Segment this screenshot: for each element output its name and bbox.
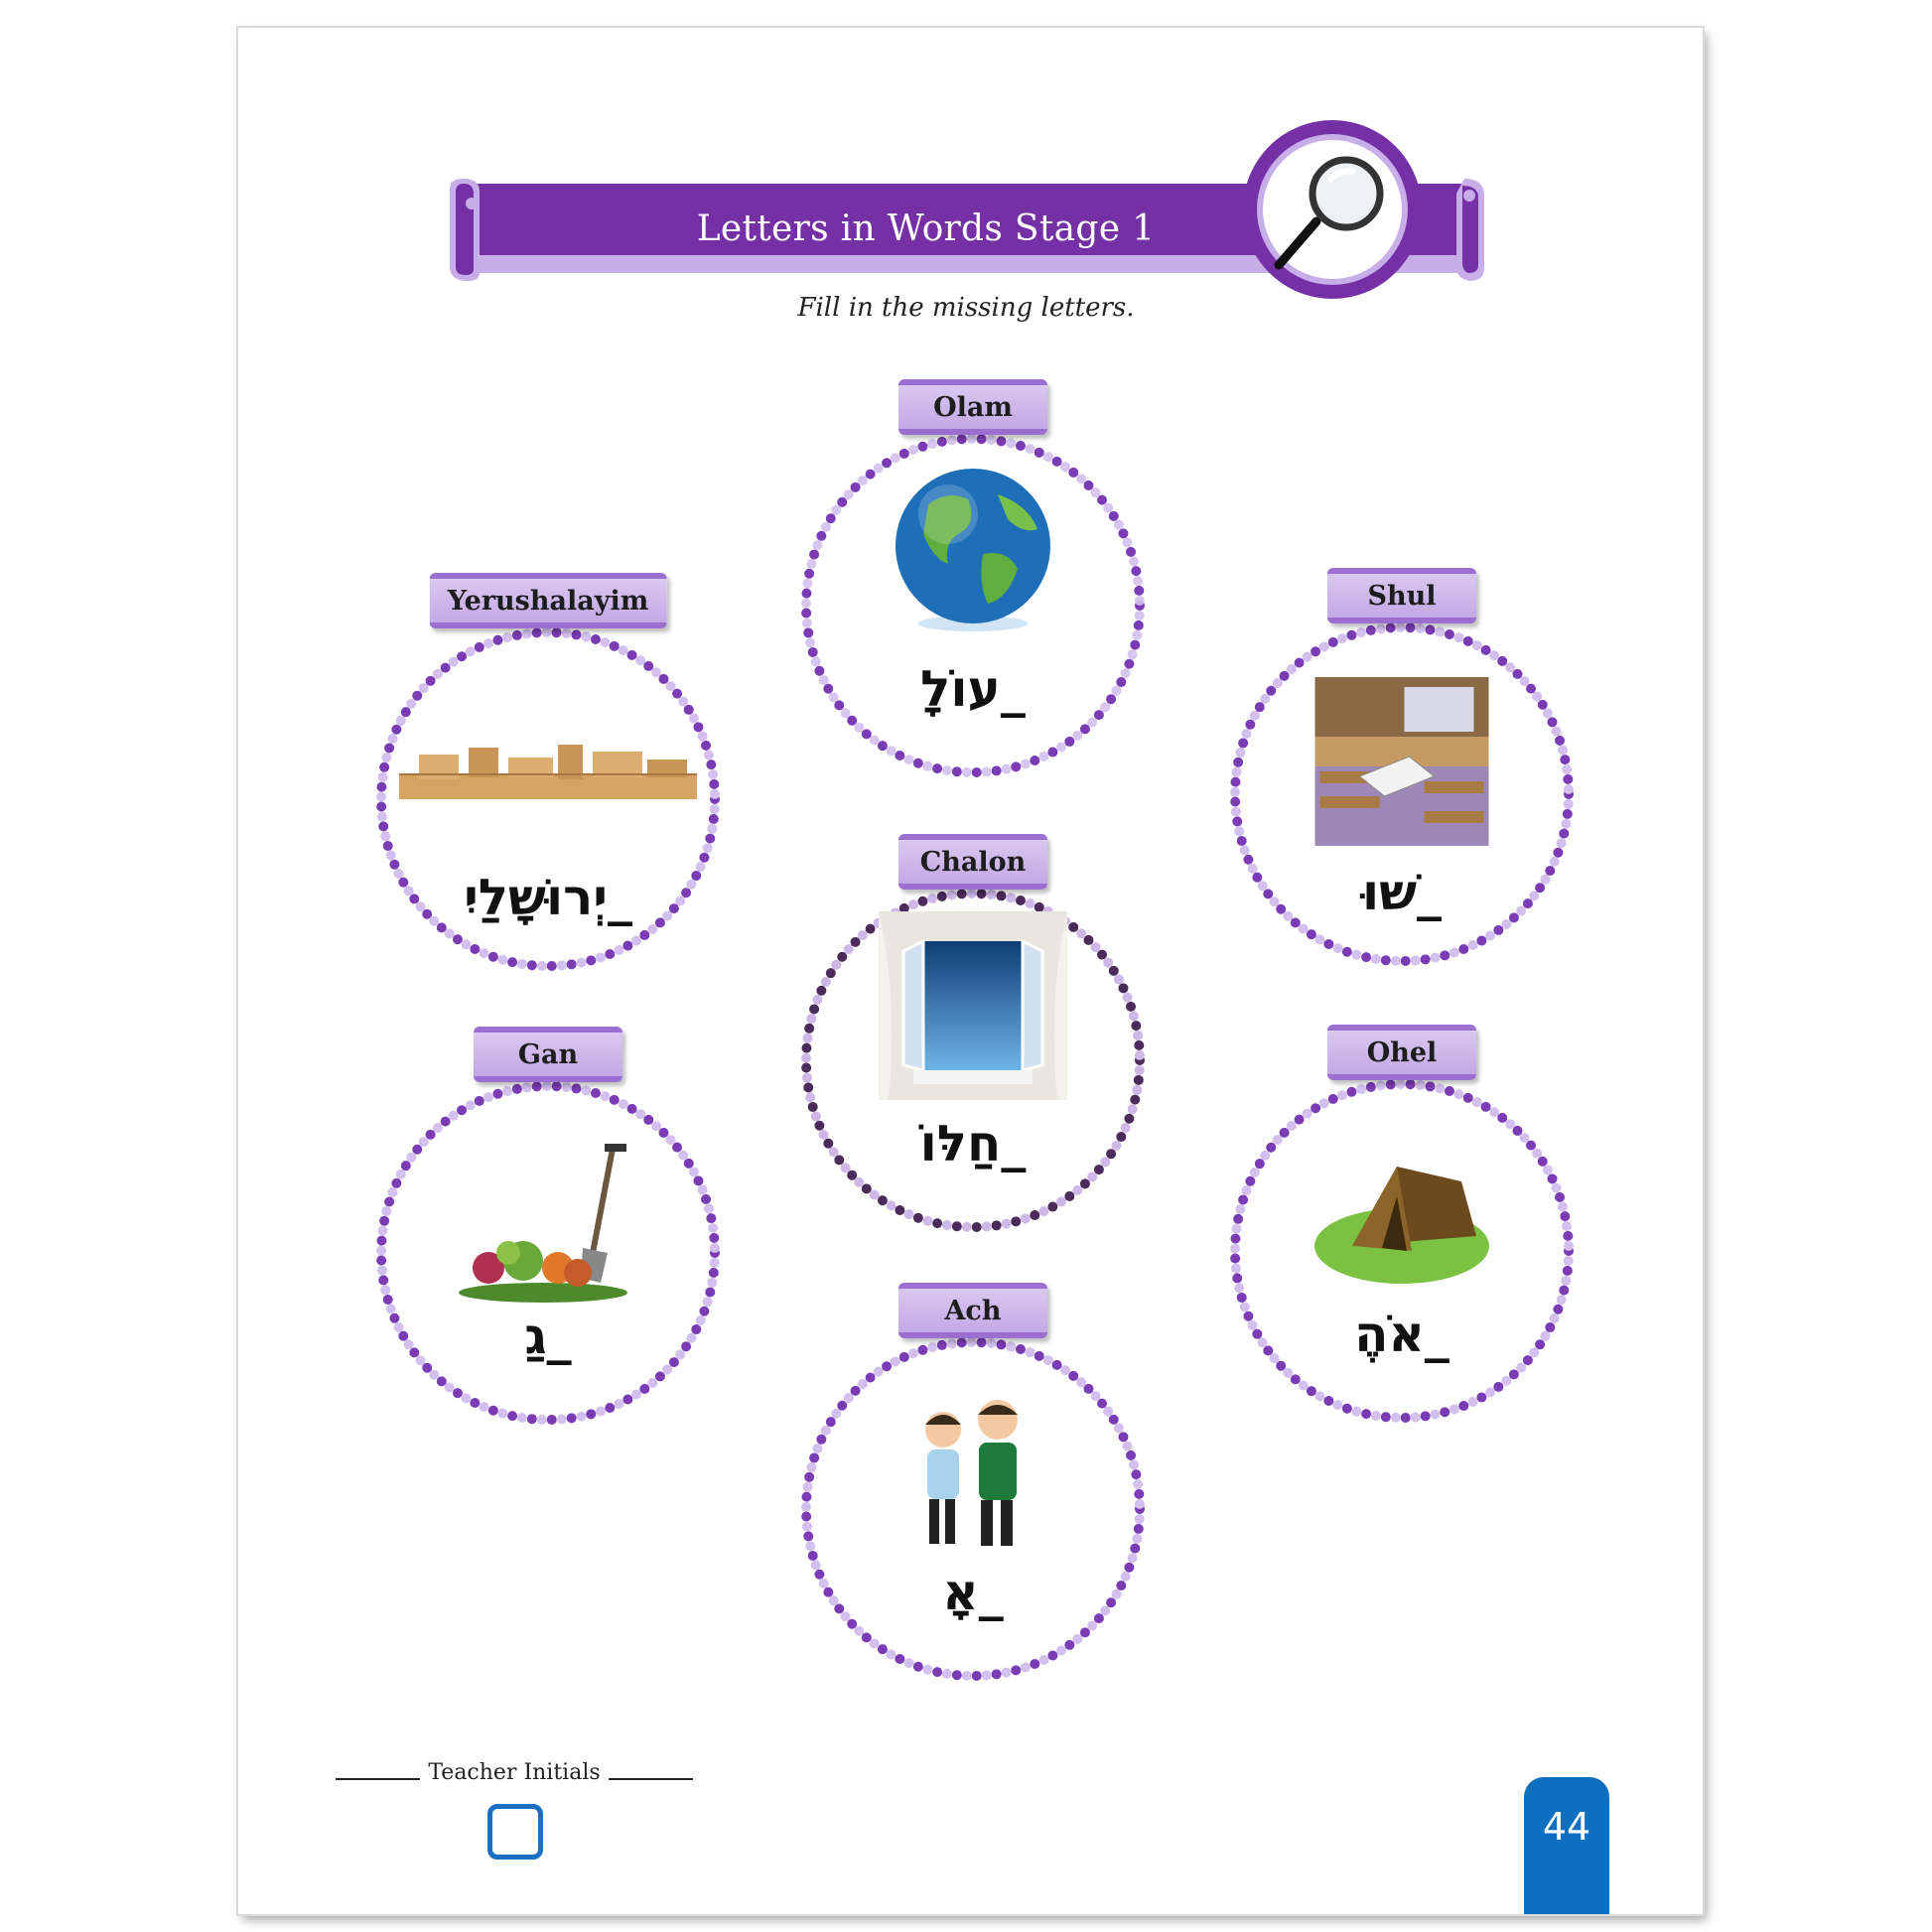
hebrew-word: גַ_ [524, 1308, 572, 1365]
hebrew-word: עוֹלָ_ [920, 660, 1026, 718]
item-olam [794, 391, 1152, 784]
brothers-icon [913, 1395, 1033, 1558]
word-label: Olam [898, 379, 1047, 435]
word-label: Ohel [1327, 1025, 1476, 1080]
city-wall-icon [399, 740, 697, 803]
item-chalon [794, 846, 1152, 1239]
tent-icon [1312, 1157, 1491, 1290]
hebrew-word: אָ_ [942, 1564, 1004, 1621]
globe-icon [889, 465, 1057, 637]
instruction-text: Fill in the missing letters. [797, 293, 1135, 323]
item-yerushalayim [369, 585, 727, 978]
word-label: Chalon [898, 834, 1047, 890]
item-gan [369, 1038, 727, 1432]
page-title: Letters in Words Stage 1 [696, 207, 1156, 249]
word-label: Ach [898, 1283, 1047, 1338]
word-label: Gan [474, 1027, 622, 1082]
synagogue-interior-icon [1315, 677, 1489, 850]
item-shul [1223, 580, 1581, 973]
word-label: Shul [1327, 568, 1476, 623]
teacher-initials-box[interactable] [487, 1804, 543, 1860]
garden-icon [454, 1144, 642, 1307]
item-ohel [1223, 1036, 1581, 1430]
word-label: Yerushalayim [430, 573, 667, 628]
teacher-initials-label: Teacher Initials [428, 1760, 601, 1785]
item-ach [794, 1295, 1152, 1688]
hebrew-word: יְרוּשָׁלַיִ_ [464, 869, 632, 926]
teacher-initials [336, 1752, 693, 1862]
page-number: 44 [1524, 1777, 1609, 1914]
hebrew-word: חַלּוֹ_ [919, 1115, 1027, 1173]
window-icon [879, 911, 1067, 1104]
hebrew-word: אֹהֶ_ [1354, 1306, 1449, 1363]
hebrew-word: שׁוּ_ [1361, 864, 1443, 921]
magnifier-icon [1239, 116, 1426, 303]
